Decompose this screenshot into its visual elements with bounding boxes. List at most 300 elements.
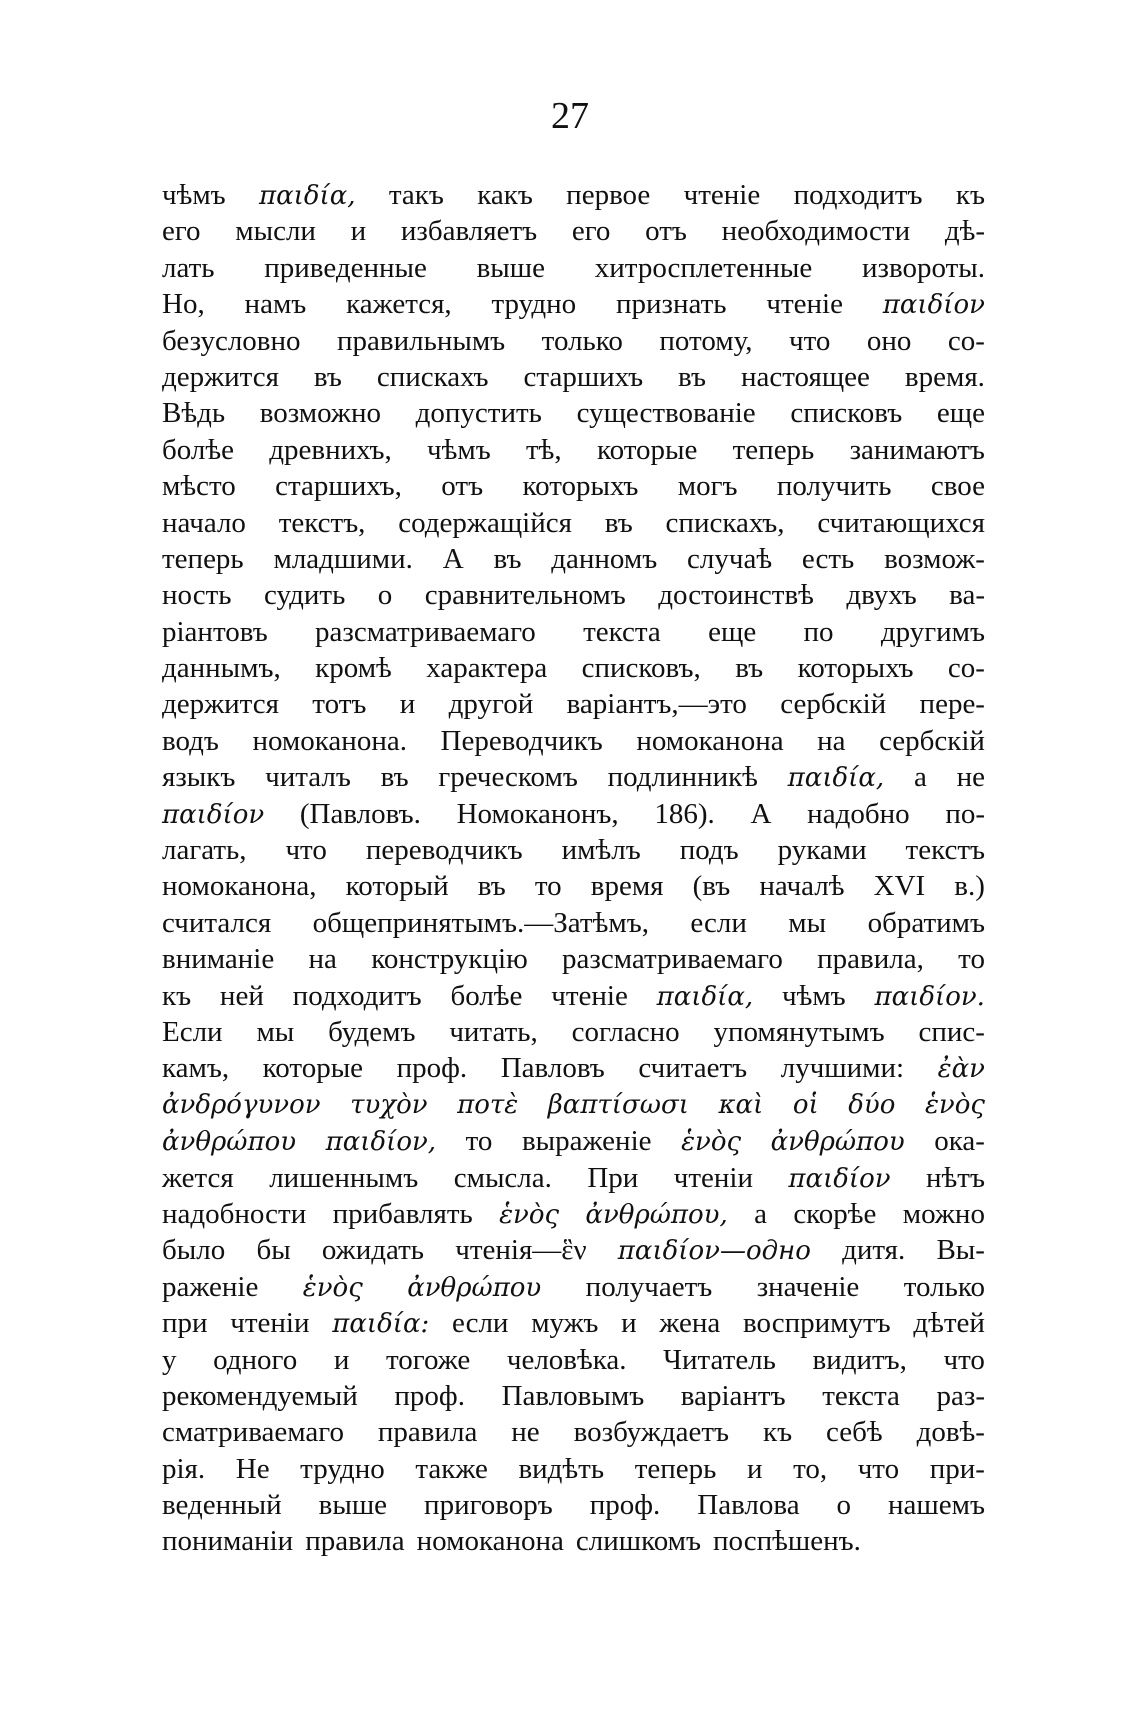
word: считаетъ (638, 1052, 748, 1085)
word: жена (659, 1307, 721, 1340)
word: подлинникѣ (607, 761, 758, 794)
word: которыхъ (797, 652, 914, 685)
word: конструкцію (371, 943, 528, 976)
word: его (571, 215, 611, 248)
word: о (836, 1489, 852, 1522)
word: при (162, 1307, 208, 1340)
word: тогоже (385, 1343, 471, 1376)
word: правила (305, 1525, 405, 1558)
greek-word: ἀνθρώπου (770, 1127, 905, 1158)
word: трудно (491, 288, 577, 321)
word: не (956, 761, 985, 794)
word: оно (866, 324, 912, 357)
word: въ (477, 870, 506, 903)
word: варіантъ (680, 1379, 786, 1412)
text-line (162, 686, 985, 722)
word: необходимости (721, 215, 911, 248)
word: сматриваемаго (162, 1416, 344, 1449)
text-line (162, 796, 985, 832)
greek-word: παιδία, (787, 763, 885, 794)
word: достоинствѣ (658, 579, 814, 612)
word: водъ (162, 724, 219, 757)
word: также (415, 1452, 488, 1485)
text-line (162, 505, 985, 541)
word: ность (162, 579, 232, 612)
word: текстъ, (278, 506, 366, 539)
word: намъ (244, 288, 307, 321)
word: скорѣе (793, 1197, 877, 1230)
word: со- (947, 324, 985, 357)
word: проф. (394, 1379, 465, 1412)
word: старшихъ, (275, 470, 402, 503)
word: прибавлять (332, 1197, 473, 1230)
word: разсматриваемаго (315, 615, 536, 648)
word: и (333, 1343, 350, 1376)
greek-word: παιδία, (656, 981, 754, 1012)
word: пере- (919, 688, 985, 721)
word: правильнымъ (337, 324, 506, 357)
word: номоканона (416, 1525, 564, 1558)
text-line (162, 323, 985, 359)
greek-word: ἑνὸς (924, 1089, 985, 1120)
text-line (162, 1123, 985, 1159)
greek-word: ποτὲ (457, 1089, 519, 1120)
text-line (162, 1087, 985, 1123)
text-line (162, 1269, 985, 1305)
word: которые (262, 1052, 364, 1085)
word: если (452, 1307, 509, 1340)
word: и (621, 1307, 637, 1340)
word: камъ, (162, 1052, 230, 1085)
greek-word: παιδίον (788, 1163, 891, 1194)
text-line (162, 723, 985, 759)
word: на (817, 724, 846, 757)
word: текста (583, 615, 661, 648)
greek-word: чтенія—ἓν (455, 1234, 587, 1267)
word: правила (377, 1416, 478, 1449)
word: возможно (259, 397, 381, 430)
greek-word: παιδία, (259, 181, 356, 211)
greek-word: ἀνθρώπου (162, 1127, 297, 1158)
word: мы (256, 1015, 295, 1048)
word: и (746, 1452, 763, 1485)
word: къ (162, 979, 192, 1012)
text-line (162, 250, 985, 286)
word: имѣлъ (561, 834, 641, 867)
word: случаѣ (687, 542, 773, 575)
word: его (162, 215, 201, 248)
word: а (913, 761, 927, 794)
word: Не (235, 1452, 270, 1485)
word: не (511, 1416, 540, 1449)
word: номоканона (636, 724, 784, 757)
word: номоканона, (162, 870, 317, 903)
word: Но, (162, 288, 205, 321)
word: настоящее (741, 360, 870, 393)
text-line (162, 759, 985, 795)
word: в.) (954, 870, 985, 903)
word: лагать, (162, 834, 247, 867)
text-line (162, 1487, 985, 1523)
word: существованіе (576, 397, 756, 430)
word: которыхъ (522, 470, 639, 503)
word: еще (708, 615, 757, 648)
word: читать, (449, 1015, 538, 1048)
word: въ (678, 360, 707, 393)
word: слишкомъ (575, 1525, 702, 1558)
word: довѣ- (916, 1416, 985, 1449)
word: мѣсто (162, 470, 236, 503)
text-line (162, 1342, 985, 1378)
word: веденный (162, 1489, 282, 1522)
word: мужъ (531, 1307, 599, 1340)
greek-word: ἀνδρόγυνον (162, 1089, 321, 1120)
text-line (162, 177, 985, 213)
word: что (788, 324, 831, 357)
word: двухъ (846, 579, 917, 612)
word: къ (762, 1416, 793, 1449)
word: что (857, 1452, 900, 1485)
word: а (754, 1197, 767, 1230)
word: дѣтей (913, 1307, 985, 1340)
word: при- (929, 1452, 985, 1485)
word: правила, (817, 943, 924, 976)
word: получить (776, 470, 892, 503)
greek-word: ἑνὸς (499, 1199, 560, 1230)
word: то (958, 943, 985, 976)
word: болѣе (162, 433, 234, 466)
word: обратимъ (867, 906, 985, 939)
word: отъ (441, 470, 484, 503)
word: Вы- (936, 1234, 985, 1267)
word: приговоръ (424, 1489, 553, 1522)
word: то (534, 870, 562, 903)
word: тотъ (312, 688, 367, 721)
word: человѣка. (506, 1343, 627, 1376)
word: извороты. (861, 251, 985, 284)
text-line (162, 1451, 985, 1487)
greek-word: οἱ (792, 1089, 819, 1120)
word: А (750, 797, 772, 830)
word: только (903, 1270, 985, 1303)
word: Номоканонъ, (456, 797, 619, 830)
word: допустить (415, 397, 542, 430)
word: безусловно (162, 324, 301, 357)
text-line (162, 213, 985, 249)
word: руками (777, 834, 867, 867)
word: (Павловъ. (299, 797, 421, 830)
word: со- (947, 652, 985, 685)
word: Вѣдь (162, 397, 226, 430)
word: будемъ (328, 1015, 416, 1048)
greek-word: παιδίον (882, 290, 985, 321)
text-line (162, 359, 985, 395)
word: Читатель (663, 1343, 776, 1376)
word: только (541, 324, 623, 357)
word: что (943, 1343, 985, 1376)
word: нашемъ (888, 1489, 985, 1522)
word: надобно (807, 797, 910, 830)
text-line (162, 905, 985, 941)
text-line (162, 577, 985, 613)
word: было (162, 1234, 226, 1267)
word: вниманіе (162, 943, 275, 976)
word: что (285, 834, 327, 867)
word: судить (263, 579, 346, 612)
word: держится (162, 360, 279, 393)
word: которые (596, 433, 698, 466)
word: теперь (634, 1452, 717, 1485)
word: по- (945, 797, 985, 830)
text-line (162, 832, 985, 868)
word: проф. (589, 1489, 661, 1522)
word: лать (162, 251, 215, 284)
word: текстъ (905, 834, 985, 867)
word: возбуждаетъ (573, 1416, 730, 1449)
word: бы (256, 1234, 291, 1267)
word: надобности (162, 1197, 307, 1230)
word: есть (801, 542, 855, 575)
word: кромѣ (315, 652, 392, 685)
text-line (162, 395, 985, 431)
word: подъ (679, 834, 739, 867)
word: Переводчикъ (440, 724, 603, 757)
word: общепринятымъ.—Затѣмъ, (312, 906, 649, 939)
word: (въ (692, 870, 731, 903)
word: спискахъ (376, 360, 489, 393)
word: сравнительномъ (424, 579, 626, 612)
word: признать (615, 288, 727, 321)
word: еще (936, 397, 985, 430)
word: тѣ, (526, 433, 562, 466)
word: XVI (873, 870, 926, 903)
word: А (442, 542, 464, 575)
word: приведенные (264, 251, 427, 284)
word: чтеніе (683, 179, 761, 211)
word: въ (313, 360, 342, 393)
word: читалъ (265, 761, 351, 794)
greek-word: ἑνὸς (681, 1127, 742, 1158)
word: Если (162, 1015, 223, 1048)
word: свое (930, 470, 985, 503)
word: чѣмъ (162, 179, 226, 211)
text-line (162, 1050, 985, 1086)
word: начало (162, 506, 246, 539)
word: варіантъ,—это (566, 688, 747, 721)
word: чѣмъ (427, 433, 491, 466)
word: переводчикъ (365, 834, 523, 867)
word: раженіе (162, 1270, 259, 1303)
word: считался (162, 906, 272, 939)
word: проф. (396, 1052, 468, 1085)
word: древнихъ, (269, 433, 392, 466)
word: теперь (162, 542, 244, 575)
word: ва- (949, 579, 985, 612)
word: текста (822, 1379, 900, 1412)
word: чтеніе (766, 288, 843, 321)
word: старшихъ (523, 360, 644, 393)
word: и (399, 688, 416, 721)
word: время. (904, 360, 985, 393)
greek-word: παιδίον—одно (617, 1236, 811, 1267)
text-line (162, 286, 985, 322)
greek-word: ἐὰν (937, 1054, 985, 1085)
text-line (162, 1196, 985, 1232)
word: поспѣшенъ. (713, 1525, 861, 1558)
word: первое (566, 179, 651, 211)
greek-word: τυχὸν (350, 1089, 428, 1120)
text-line (162, 1378, 985, 1414)
word: въ (604, 506, 633, 539)
word: характера (426, 652, 548, 685)
word: чтеніе (551, 979, 628, 1012)
word: подходитъ (292, 979, 422, 1012)
word: списковъ, (581, 652, 701, 685)
word: согласно (571, 1015, 680, 1048)
word: младшими. (273, 542, 413, 575)
word: такъ (388, 179, 444, 211)
word: Павлова (697, 1489, 800, 1522)
word: чтеніи (673, 1161, 753, 1194)
greek-word: παιδίον. (874, 981, 985, 1012)
word: данномъ (551, 542, 658, 575)
word: время (590, 870, 664, 903)
text-line (162, 432, 985, 468)
word: упомянутымъ (713, 1015, 885, 1048)
text-line (162, 1014, 985, 1050)
word: кажется, (346, 288, 452, 321)
word: При (587, 1161, 639, 1194)
text-line (162, 1232, 985, 1268)
text-line (162, 868, 985, 904)
word: нѣтъ (926, 1161, 985, 1194)
word: значеніе (756, 1270, 860, 1303)
word: теперь (732, 433, 815, 466)
word: спис- (918, 1015, 985, 1048)
word: возмож- (884, 542, 985, 575)
word: если (690, 906, 747, 939)
greek-word: παιδίον, (325, 1127, 437, 1158)
greek-word: ἀνθρώπου, (585, 1199, 728, 1230)
word: списковъ (790, 397, 903, 430)
word: пониманіи (162, 1525, 294, 1558)
word: который (345, 870, 449, 903)
word: трудно (300, 1452, 385, 1485)
word: получаетъ (585, 1270, 713, 1303)
text-line (162, 541, 985, 577)
word: могъ (677, 470, 738, 503)
word: мы (788, 906, 827, 939)
word: раз- (936, 1379, 985, 1412)
word: по (803, 615, 834, 648)
word: ока- (934, 1125, 985, 1158)
word: можно (902, 1197, 985, 1230)
word: содержащійся (398, 506, 572, 539)
word: дѣ- (944, 215, 985, 248)
word: хитросплетенные (594, 251, 813, 284)
word: считающихся (817, 506, 985, 539)
greek-word: ἑνὸς (302, 1272, 363, 1303)
word: болѣе (450, 979, 523, 1012)
word: выше (318, 1489, 388, 1522)
page-number: 27 (551, 95, 589, 137)
word: чѣмъ (782, 979, 846, 1012)
word: о (377, 579, 393, 612)
word: то (465, 1125, 493, 1158)
word: спискахъ, (665, 506, 785, 539)
word: 186). (654, 797, 715, 830)
word: занимаютъ (849, 433, 985, 466)
greek-word: δύο (848, 1089, 896, 1120)
word: разсматриваемаго (562, 943, 783, 976)
word: Павловъ (500, 1052, 605, 1085)
word: видитъ, (812, 1343, 907, 1376)
word: лишеннымъ (269, 1161, 419, 1194)
word: рія. (162, 1452, 206, 1485)
word: Павловымъ (501, 1379, 645, 1412)
word: въ (493, 542, 522, 575)
word: греческомъ (438, 761, 578, 794)
word: держится (162, 688, 279, 721)
word: другимъ (880, 615, 985, 648)
word: мысли (235, 215, 316, 248)
word: лучшими: (780, 1052, 905, 1085)
word: въ (380, 761, 409, 794)
text-line (162, 941, 985, 977)
text-line (162, 1523, 985, 1559)
word: себѣ (826, 1416, 883, 1449)
word: воспримутъ (742, 1307, 891, 1340)
text-line (162, 978, 985, 1014)
greek-word: παιδίον (162, 799, 265, 830)
word: сербскій (879, 724, 985, 757)
word: выраженіе (521, 1125, 652, 1158)
word: чтеніи (230, 1307, 310, 1340)
word: номоканона. (252, 724, 407, 757)
word: потому, (659, 324, 753, 357)
word: какъ (477, 179, 533, 211)
greek-word: καὶ (718, 1089, 764, 1120)
word: у (162, 1343, 177, 1376)
word: сербскій (780, 688, 887, 721)
word: на (308, 943, 337, 976)
word: другой (448, 688, 534, 721)
word: одного (213, 1343, 298, 1376)
word: къ (955, 179, 985, 211)
greek-word: βαπτίσωσι (547, 1089, 689, 1120)
word: ріантовъ (162, 615, 268, 648)
word: и (350, 215, 367, 248)
text-line (162, 1160, 985, 1196)
word: языкъ (162, 761, 236, 794)
word: избавляетъ (400, 215, 538, 248)
word: въ (735, 652, 764, 685)
word: ожидать (321, 1234, 425, 1267)
word: дитя. (842, 1234, 906, 1267)
word: ней (219, 979, 264, 1012)
greek-word: παιδία: (332, 1309, 430, 1340)
word: видѣть (518, 1452, 605, 1485)
word: началѣ (759, 870, 845, 903)
text-line (162, 614, 985, 650)
word: подходитъ (793, 179, 923, 211)
word: смысла. (453, 1161, 552, 1194)
text-line (162, 650, 985, 686)
greek-word: ἀνθρώπου (407, 1272, 542, 1303)
body-text (162, 177, 985, 1560)
text-line (162, 1305, 985, 1341)
word: рекомендуемый (162, 1379, 358, 1412)
